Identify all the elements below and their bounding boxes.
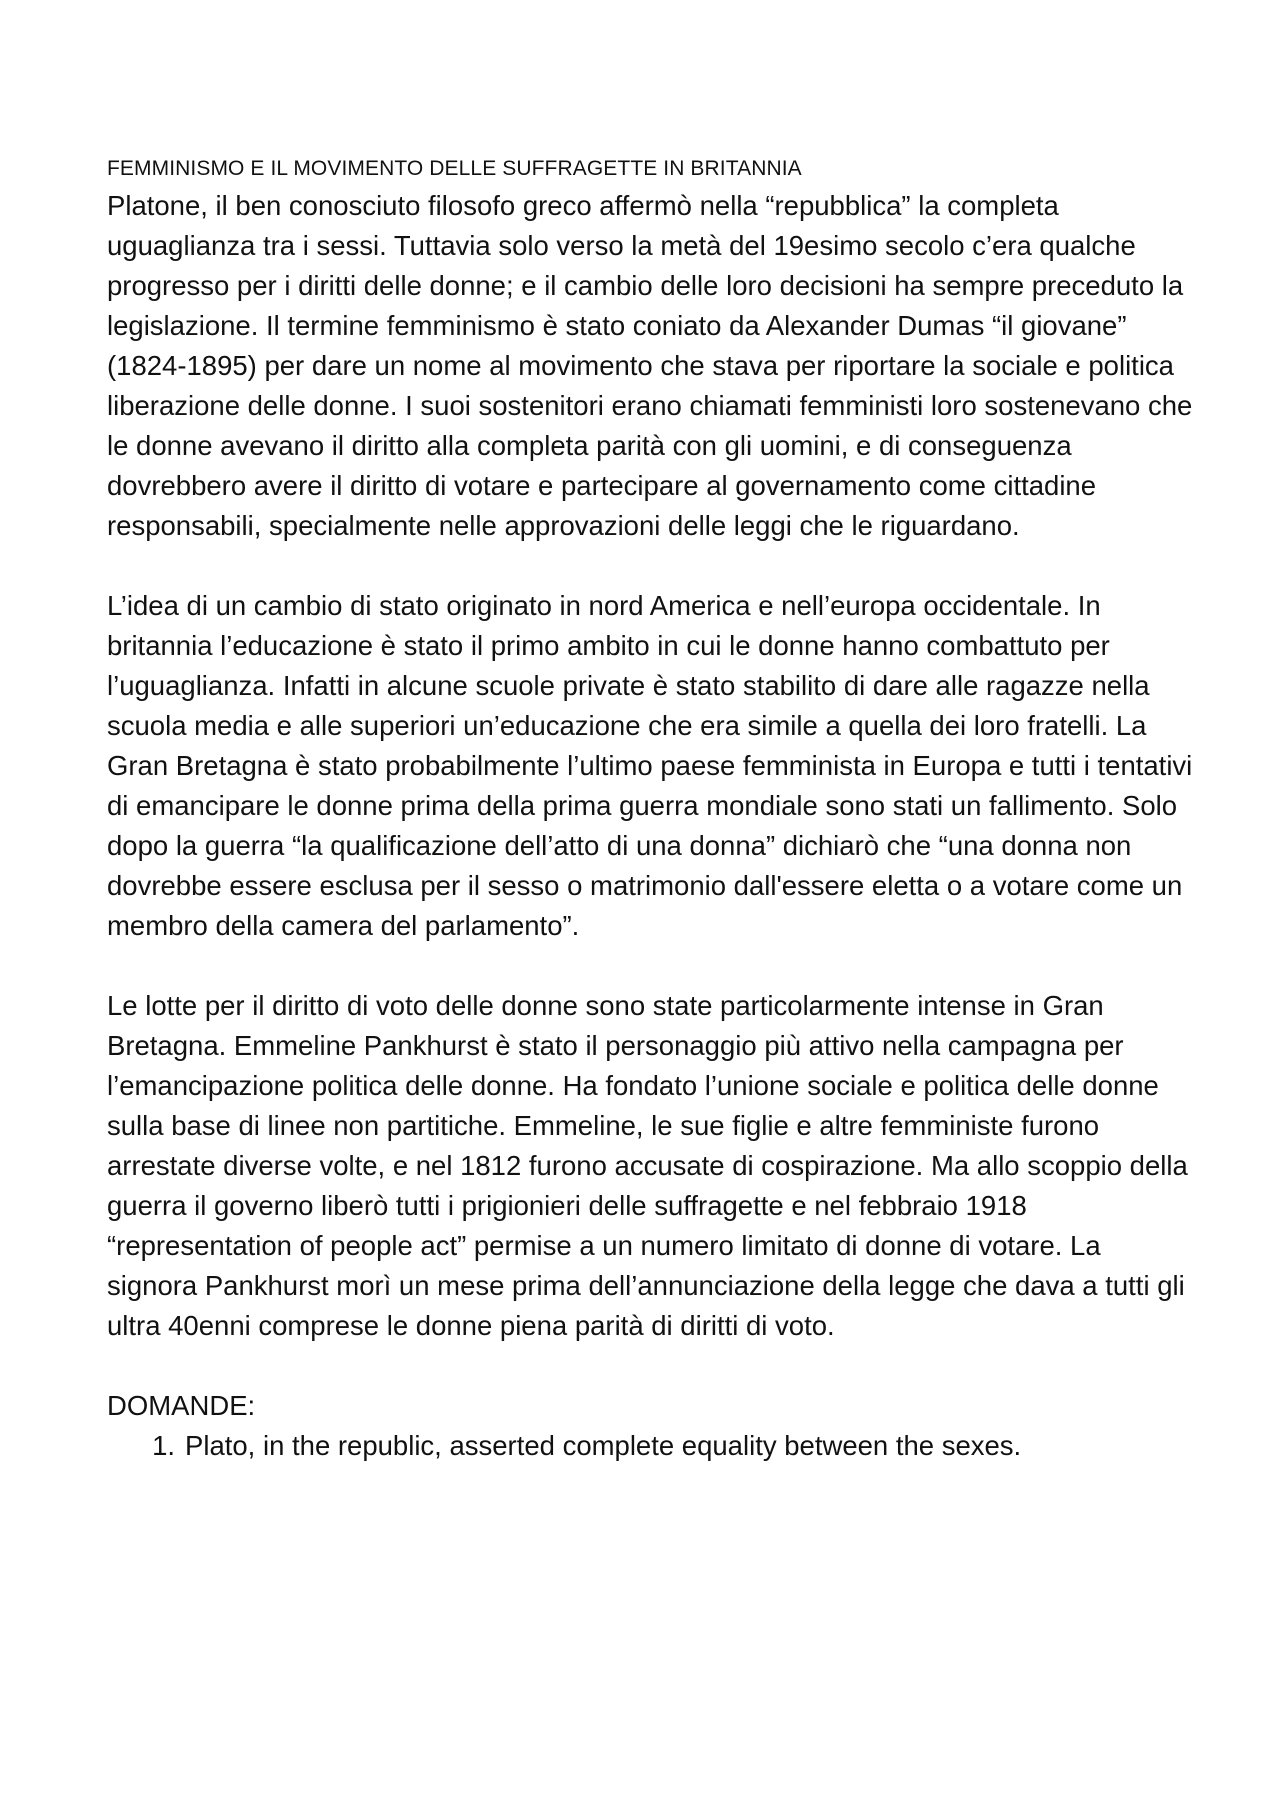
question-item	[107, 1426, 1197, 1466]
question-number: 1.	[152, 1430, 175, 1461]
document-page	[107, 152, 1197, 1466]
paragraph-2: L’idea di un cambio di stato originato in nord America e nell’europa occidentale. In britannia l’educazione è stato il primo ambito in cui le donne hanno combattuto per l’uguaglianza. Infatti in alcune scuole private è stato stabilito di dare alle ragazze nella scuola media e alle superiori un’educazione che era simile a quella dei loro fratelli. La Gran Bretagna è stato probabilmente l’ultimo paese femminista in Europa e tutti i tentativi di emancipare le donne prima della prima guerra mondiale sono stati un fallimento. Solo dopo la guerra “la qualificazione dell’atto di una donna” dichiarò che “una donna non dovrebbe essere esclusa per il sesso o matrimonio dall'essere eletta o a votare come un membro della camera del parlamento”.	[107, 590, 1193, 941]
paragraph-spacer	[107, 946, 1197, 986]
paragraph-1: Platone, il ben conosciuto filosofo greco affermò nella “repubblica” la completa uguaglianza tra i sessi. Tuttavia solo verso la metà del 19esimo secolo c’era qualche progresso per i diritti delle donne; e il cambio delle loro decisioni ha sempre preceduto la legislazione. Il termine femminismo è stato coniato da Alexander Dumas “il giovane” (1824-1895) per dare un nome al movimento che stava per riportare la sociale e politica liberazione delle donne. I suoi sostenitori erano chiamati femministi loro sostenevano che le donne avevano il diritto alla completa parità con gli uomini, e di conseguenza dovrebbero avere il diritto di votare e partecipare al governamento come cittadine responsabili, specialmente nelle approvazioni delle leggi che le riguardano.	[107, 190, 1193, 541]
paragraph-3: Le lotte per il diritto di voto delle donne sono state particolarmente intense in Gran Bretagna. Emmeline Pankhurst è stato il personaggio più attivo nella campagna per l’emancipazione politica delle donne. Ha fondato l’unione sociale e politica delle donne sulla base di linee non partitiche. Emmeline, le sue figlie e altre femministe furono arrestate diverse volte, e nel 1812 furono accusate di cospirazione. Ma allo scoppio della guerra il governo liberò tutti i prigionieri delle suffragette e nel febbraio 1918 “representation of people act” permise a un numero limitato di donne di votare. La signora Pankhurst morì un mese prima dell’annunciazione della legge che dava a tutti gli ultra 40enni comprese le donne piena parità di diritti di voto.	[107, 990, 1188, 1341]
paragraph-spacer	[107, 1346, 1197, 1386]
question-text: Plato, in the republic, asserted complete equality between the sexes.	[185, 1430, 1022, 1461]
questions-heading: DOMANDE:	[107, 1390, 256, 1421]
document-title: FEMMINISMO E IL MOVIMENTO DELLE SUFFRAGETTE IN BRITANNIA	[107, 157, 802, 180]
paragraph-spacer	[107, 546, 1197, 586]
question-list	[107, 1426, 1197, 1466]
